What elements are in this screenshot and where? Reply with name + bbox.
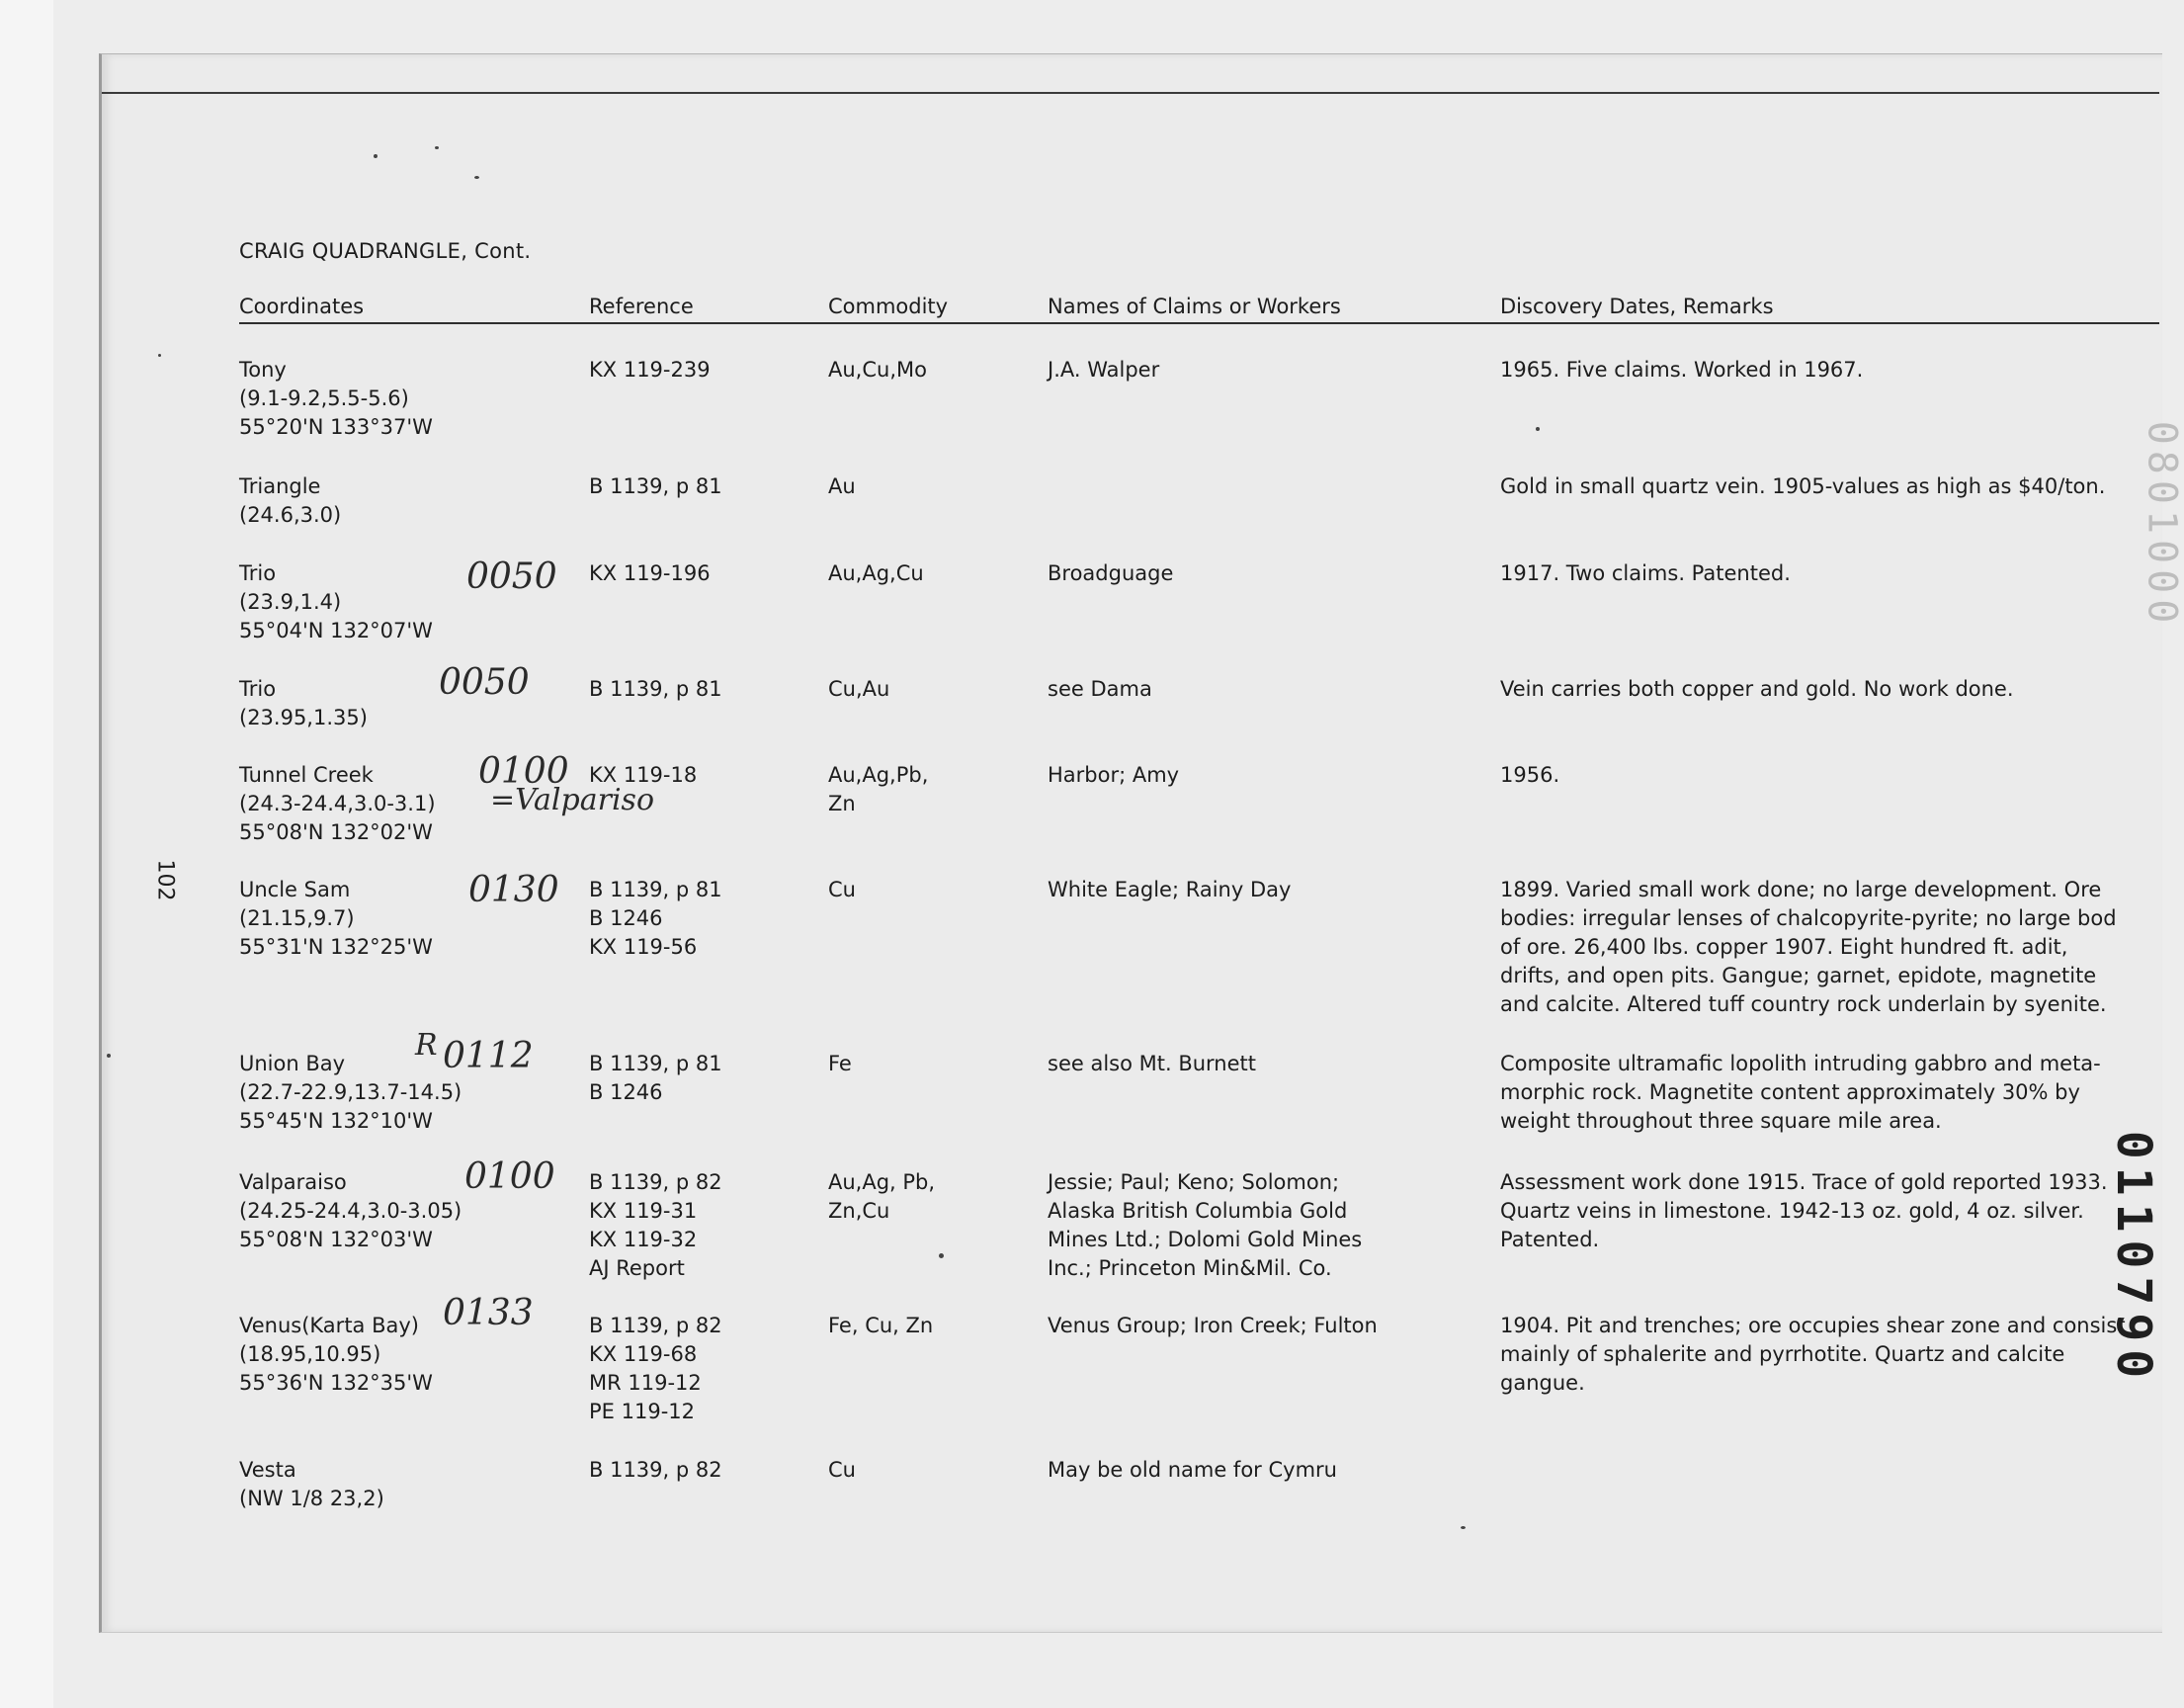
header-commodity: Commodity	[828, 295, 949, 318]
cell-commodity	[828, 876, 856, 904]
remarks-line: 1917. Two claims. Patented.	[1500, 561, 1791, 585]
cell-coordinates	[239, 1168, 462, 1254]
reference-line: AJ Report	[589, 1256, 685, 1280]
header-rule	[239, 322, 2159, 324]
coordinates-line: 55°31'N 132°25'W	[239, 935, 433, 959]
remarks-line: Gold in small quartz vein. 1905-values as high as $40/ton.	[1500, 474, 2106, 498]
header-reference: Reference	[589, 295, 694, 318]
remarks-line: gangue.	[1500, 1371, 1585, 1395]
page-number: 102	[152, 859, 178, 901]
reference-line: B 1139, p 81	[589, 878, 722, 901]
reference-line: B 1246	[589, 906, 663, 930]
reference-line: B 1139, p 81	[589, 1052, 722, 1075]
remarks-line: of ore. 26,400 lbs. copper 1907. Eight hundred ft. adit,	[1500, 935, 2068, 959]
cell-commodity	[828, 356, 927, 384]
cell-names	[1048, 761, 1179, 790]
commodity-line: Cu	[828, 1458, 856, 1482]
coordinates-line: (22.7-22.9,13.7-14.5)	[239, 1080, 462, 1104]
coordinates-line: Trio	[239, 561, 277, 585]
coordinates-line: Triangle	[239, 474, 321, 498]
handwritten-annotation-prefix: R	[415, 1028, 438, 1063]
coordinates-line: Tunnel Creek	[239, 763, 374, 787]
cell-commodity	[828, 1050, 852, 1078]
remarks-line: Composite ultramafic lopolith intruding gabbro and meta-	[1500, 1052, 2101, 1075]
remarks-line: Assessment work done 1915. Trace of gold reported 1933.	[1500, 1170, 2108, 1194]
cell-remarks	[1500, 356, 2172, 384]
cell-reference	[589, 1050, 722, 1107]
reference-line: KX 119-18	[589, 763, 698, 787]
coordinates-line: Vesta	[239, 1458, 296, 1482]
reference-line: KX 119-31	[589, 1199, 698, 1223]
remarks-line: 1899. Varied small work done; no large development. Ore	[1500, 878, 2102, 901]
cell-remarks	[1500, 1050, 2172, 1136]
cell-coordinates	[239, 356, 433, 442]
cell-remarks	[1500, 675, 2172, 704]
remarks-line: Quartz veins in limestone. 1942-13 oz. gold, 4 oz. silver.	[1500, 1199, 2084, 1223]
cell-coordinates	[239, 1312, 433, 1398]
cell-coordinates	[239, 559, 433, 645]
cell-commodity	[828, 675, 889, 704]
cell-names	[1048, 1168, 1362, 1283]
remarks-line: 1904. Pit and trenches; ore occupies shear zone and consist	[1500, 1314, 2126, 1337]
names-line: see Dama	[1048, 677, 1152, 701]
header-remarks: Discovery Dates, Remarks	[1500, 295, 1774, 318]
coordinates-line: 55°08'N 132°02'W	[239, 820, 433, 844]
remarks-line: 1965. Five claims. Worked in 1967.	[1500, 358, 1864, 382]
commodity-line: Au,Ag,Cu	[828, 561, 924, 585]
cell-reference	[589, 1456, 722, 1485]
reference-line: B 1139, p 82	[589, 1458, 722, 1482]
cell-names	[1048, 675, 1152, 704]
reference-line: B 1139, p 82	[589, 1170, 722, 1194]
cell-reference	[589, 472, 722, 501]
remarks-line: 1956.	[1500, 763, 1560, 787]
remarks-line: mainly of sphalerite and pyrrhotite. Quartz and calcite	[1500, 1342, 2065, 1366]
commodity-line: Zn,Cu	[828, 1199, 890, 1223]
cell-reference	[589, 675, 722, 704]
cell-commodity	[828, 1312, 933, 1340]
coordinates-line: (9.1-9.2,5.5-5.6)	[239, 386, 409, 410]
remarks-line: morphic rock. Magnetite content approximately 30% by	[1500, 1080, 2080, 1104]
coordinates-line: Valparaiso	[239, 1170, 347, 1194]
reference-line: KX 119-68	[589, 1342, 698, 1366]
commodity-line: Fe	[828, 1052, 852, 1075]
scan-speck	[474, 176, 479, 179]
cell-names	[1048, 559, 1173, 588]
cell-commodity	[828, 1168, 935, 1226]
cell-names	[1048, 1456, 1337, 1485]
cell-commodity	[828, 559, 924, 588]
scan-speck	[939, 1253, 944, 1258]
reference-line: KX 119-196	[589, 561, 711, 585]
handwritten-annotation: 0050	[466, 556, 557, 597]
reference-line: MR 119-12	[589, 1371, 702, 1395]
reference-line: PE 119-12	[589, 1400, 695, 1423]
cell-names	[1048, 1050, 1256, 1078]
handwritten-annotation: 0050	[439, 662, 530, 703]
handwritten-annotation: 0112	[443, 1036, 534, 1076]
commodity-line: Zn	[828, 792, 856, 815]
commodity-line: Cu,Au	[828, 677, 890, 701]
commodity-line: Au,Cu,Mo	[828, 358, 927, 382]
page-title: CRAIG QUADRANGLE, Cont.	[239, 239, 532, 263]
reference-line: KX 119-239	[589, 358, 711, 382]
commodity-line: Au	[828, 474, 856, 498]
scan-speck	[374, 154, 378, 158]
header-coordinates: Coordinates	[239, 295, 365, 318]
coordinates-line: 55°45'N 132°10'W	[239, 1109, 433, 1133]
coordinates-line: (24.3-24.4,3.0-3.1)	[239, 792, 436, 815]
cell-remarks	[1500, 761, 2172, 790]
names-line: May be old name for Cymru	[1048, 1458, 1337, 1482]
cell-coordinates	[239, 876, 433, 962]
cell-coordinates	[239, 472, 341, 530]
stamp-faint: 0801000	[2139, 420, 2184, 630]
handwritten-annotation: 0100	[478, 751, 569, 792]
names-line: Harbor; Amy	[1048, 763, 1180, 787]
cell-coordinates	[239, 1050, 462, 1136]
cell-remarks	[1500, 876, 2172, 1019]
reference-line: B 1139, p 81	[589, 474, 722, 498]
reference-line: B 1246	[589, 1080, 663, 1104]
cell-reference	[589, 876, 722, 962]
scan-speck	[435, 146, 439, 149]
reference-line: B 1139, p 81	[589, 677, 722, 701]
cell-remarks	[1500, 1168, 2172, 1254]
names-line: J.A. Walper	[1048, 358, 1160, 382]
cell-reference	[589, 1312, 722, 1426]
coordinates-line: 55°04'N 132°07'W	[239, 619, 433, 642]
cell-coordinates	[239, 675, 368, 732]
reference-line: B 1139, p 82	[589, 1314, 722, 1337]
cell-remarks	[1500, 472, 2172, 501]
column-header-row	[0, 295, 2174, 324]
names-line: Broadguage	[1048, 561, 1174, 585]
commodity-line: Au,Ag, Pb,	[828, 1170, 936, 1194]
scan-speck	[1536, 427, 1540, 431]
cell-names	[1048, 356, 1159, 384]
names-line: Inc.; Princeton Min&Mil. Co.	[1048, 1256, 1332, 1280]
remarks-line: bodies: irregular lenses of chalcopyrite-pyrite; no large bod	[1500, 906, 2117, 930]
coordinates-line: (21.15,9.7)	[239, 906, 355, 930]
remarks-line: weight throughout three square mile area.	[1500, 1109, 1942, 1133]
names-line: White Eagle; Rainy Day	[1048, 878, 1292, 901]
cell-reference	[589, 356, 711, 384]
cell-commodity	[828, 1456, 856, 1485]
coordinates-line: (23.95,1.35)	[239, 706, 368, 729]
names-line: see also Mt. Burnett	[1048, 1052, 1257, 1075]
cell-names	[1048, 1312, 1378, 1340]
cell-reference	[589, 559, 711, 588]
coordinates-line: (18.95,10.95)	[239, 1342, 381, 1366]
reference-line: KX 119-32	[589, 1228, 698, 1251]
coordinates-line: (23.9,1.4)	[239, 590, 342, 614]
remarks-line: and calcite. Altered tuff country rock underlain by syenite.	[1500, 992, 2107, 1016]
coordinates-line: (24.6,3.0)	[239, 503, 342, 527]
coordinates-line: (24.25-24.4,3.0-3.05)	[239, 1199, 462, 1223]
coordinates-line: Venus(Karta Bay)	[239, 1314, 419, 1337]
handwritten-annotation: 0100	[464, 1156, 555, 1197]
cell-names	[1048, 876, 1291, 904]
cell-coordinates	[239, 761, 436, 847]
stamp-dark: 0110790	[2106, 1130, 2162, 1387]
handwritten-annotation: 0130	[468, 870, 559, 910]
names-line: Mines Ltd.; Dolomi Gold Mines	[1048, 1228, 1363, 1251]
names-line: Alaska British Columbia Gold	[1048, 1199, 1348, 1223]
handwritten-note: =Valpariso	[490, 783, 655, 817]
cell-remarks	[1500, 1312, 2172, 1398]
handwritten-annotation: 0133	[443, 1293, 534, 1333]
names-line: Venus Group; Iron Creek; Fulton	[1048, 1314, 1378, 1337]
coordinates-line: Uncle Sam	[239, 878, 351, 901]
commodity-line: Au,Ag,Pb,	[828, 763, 929, 787]
coordinates-line: (NW 1/8 23,2)	[239, 1487, 384, 1510]
coordinates-line: Trio	[239, 677, 277, 701]
header-names: Names of Claims or Workers	[1048, 295, 1341, 318]
remarks-line: Vein carries both copper and gold. No work done.	[1500, 677, 2014, 701]
commodity-line: Fe, Cu, Zn	[828, 1314, 934, 1337]
remarks-line: Patented.	[1500, 1228, 1600, 1251]
cell-reference	[589, 1168, 722, 1283]
names-line: Jessie; Paul; Keno; Solomon;	[1048, 1170, 1340, 1194]
cell-commodity	[828, 472, 856, 501]
cell-coordinates	[239, 1456, 384, 1513]
cell-commodity	[828, 761, 928, 818]
reference-line: KX 119-56	[589, 935, 698, 959]
coordinates-line: 55°20'N 133°37'W	[239, 415, 433, 439]
coordinates-line: Tony	[239, 358, 287, 382]
remarks-line: drifts, and open pits. Gangue; garnet, epidote, magnetite	[1500, 964, 2097, 987]
commodity-line: Cu	[828, 878, 856, 901]
coordinates-line: 55°08'N 132°03'W	[239, 1228, 433, 1251]
cell-remarks	[1500, 559, 2172, 588]
scan-speck	[158, 354, 161, 357]
coordinates-line: 55°36'N 132°35'W	[239, 1371, 433, 1395]
coordinates-line: Union Bay	[239, 1052, 346, 1075]
scan-speck	[1461, 1526, 1466, 1529]
scan-speck	[107, 1054, 111, 1058]
